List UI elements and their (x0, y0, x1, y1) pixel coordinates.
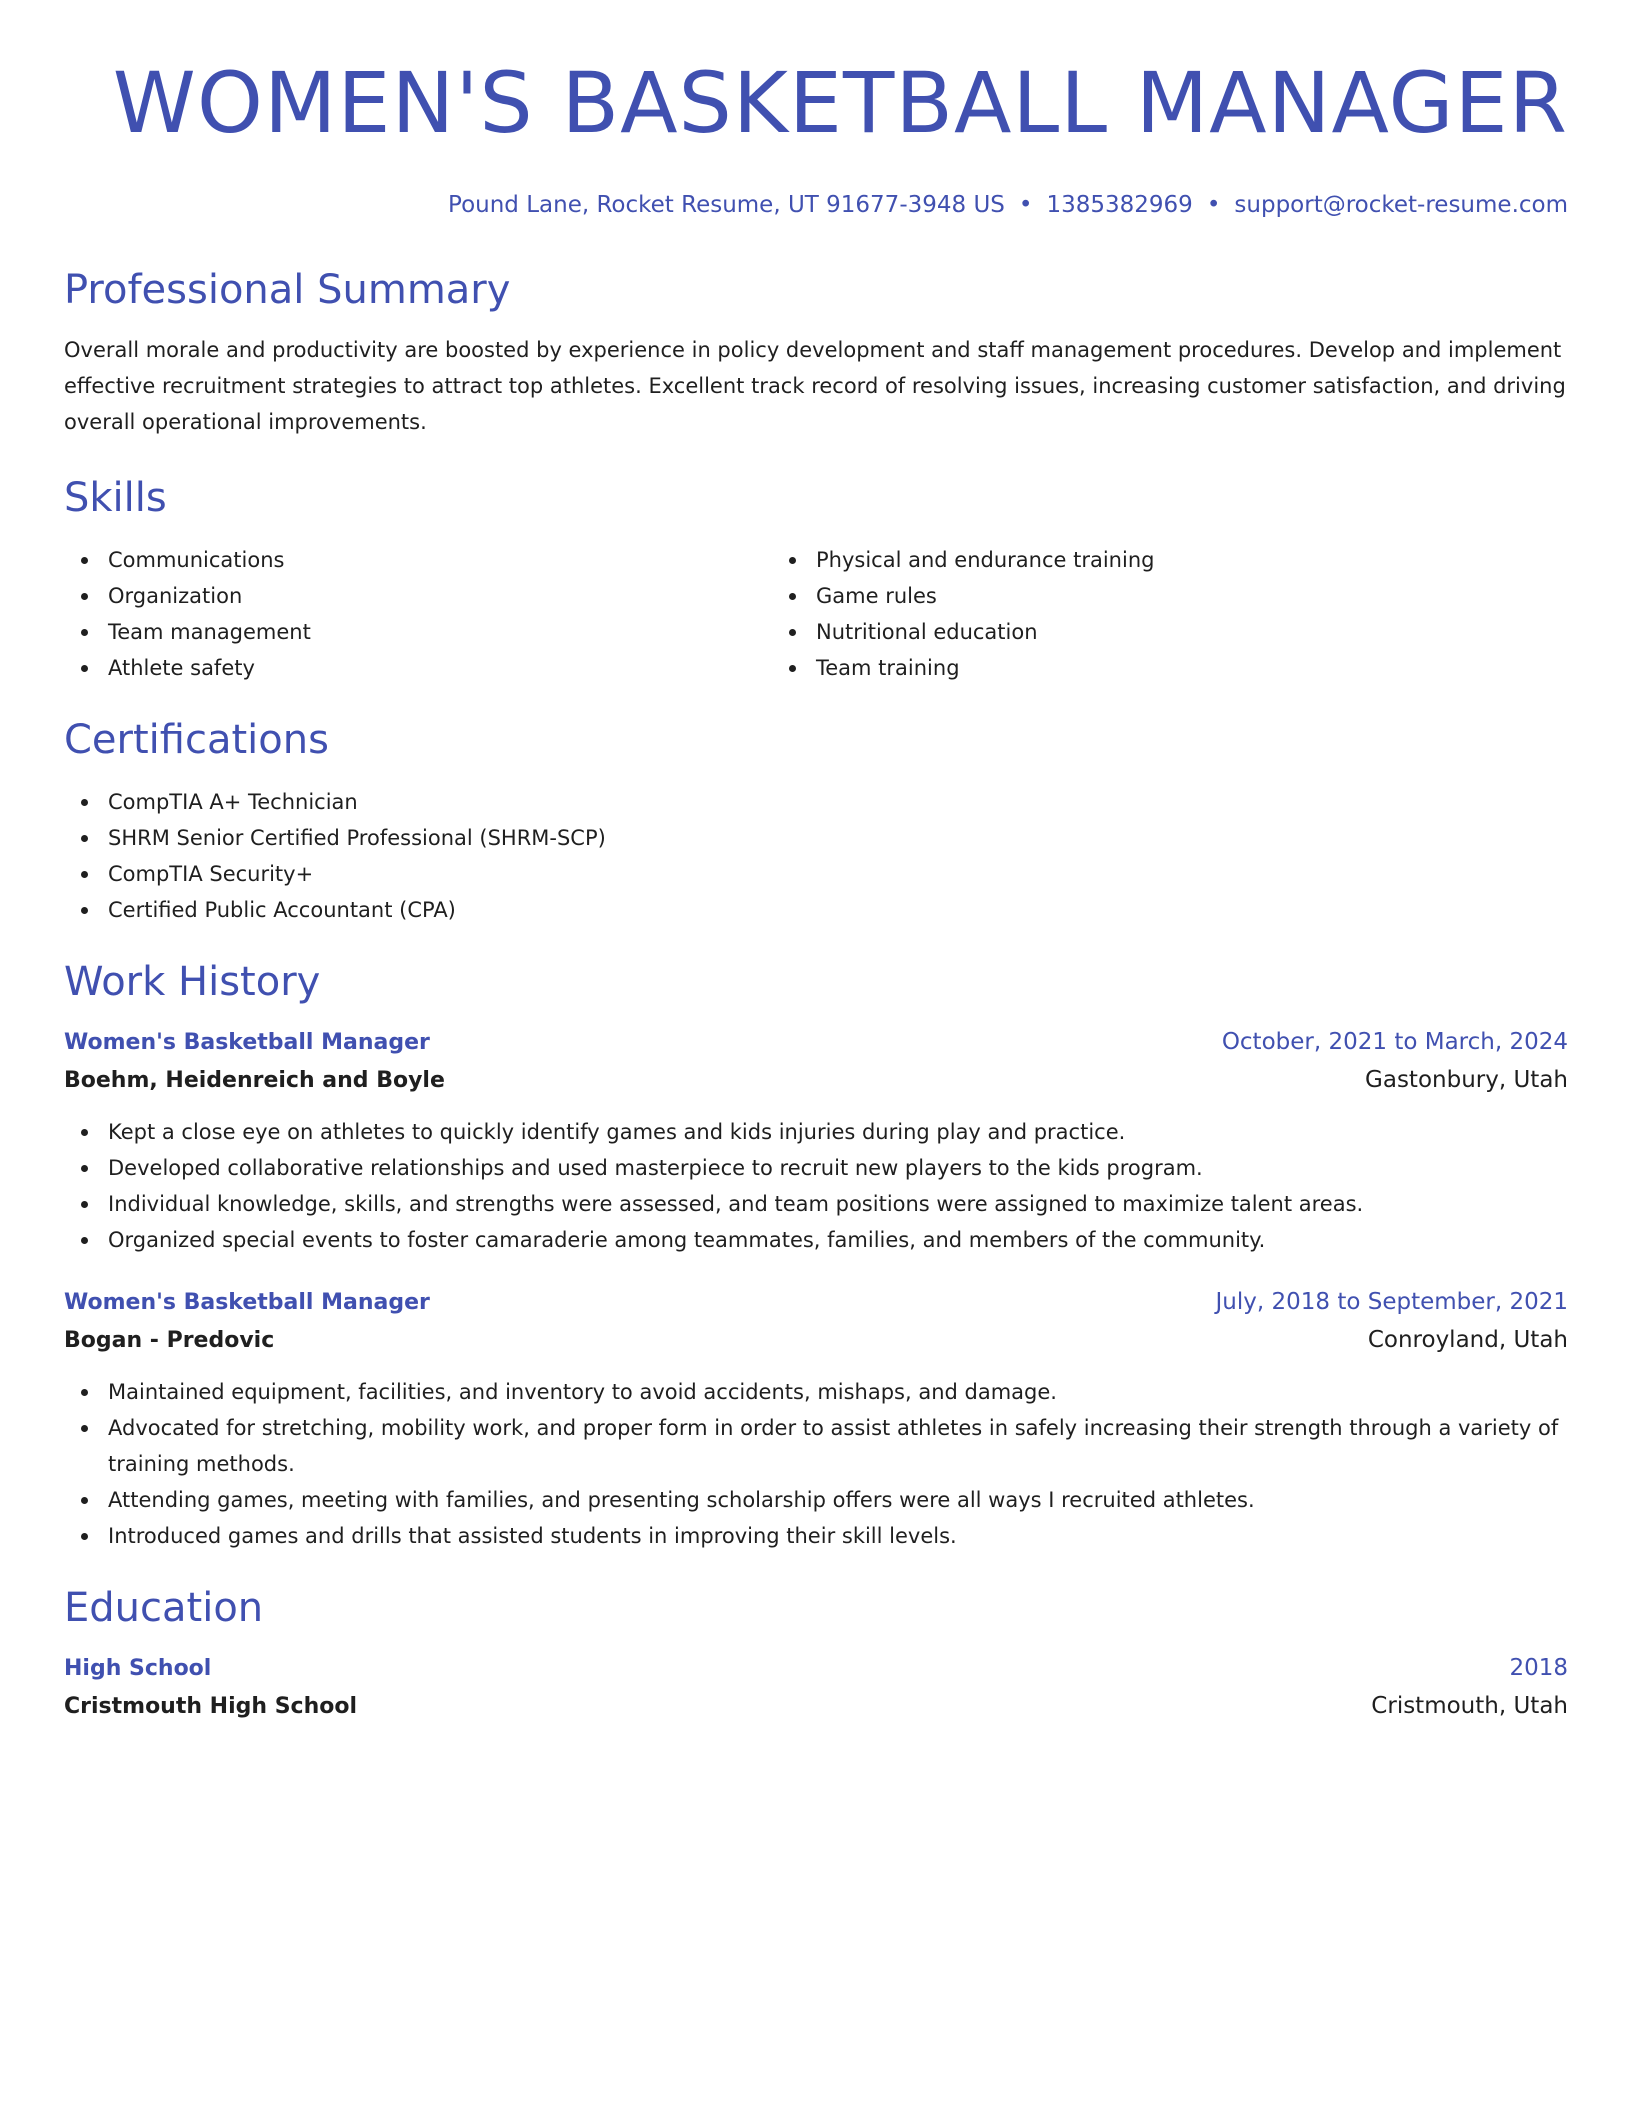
summary-section (64, 262, 1568, 440)
job-location: Gastonbury, Utah (1365, 1067, 1568, 1093)
contact-line (64, 190, 1568, 220)
job-location: Conroyland, Utah (1367, 1327, 1568, 1353)
certification-item: CompTIA Security+ (108, 856, 1568, 892)
certification-item: CompTIA A+ Technician (108, 784, 1568, 820)
job-header-row (64, 1284, 1568, 1321)
summary-text: Overall morale and productivity are boosted by experience in policy development and staff management procedures. Develop and implement effective recruitment strategies to attract top athletes. Excellent track record of resolving issues, increasing customer satisfaction, and driving overall operational improvements. (64, 338, 1566, 434)
job-duty: Introduced games and drills that assisted students in improving their skill levels. (108, 1518, 1568, 1554)
job-title: Women's Basketball Manager (64, 1030, 430, 1055)
section-title-work-history: Work History (64, 959, 321, 1005)
resume-header (64, 48, 1568, 220)
contact-separator: • (1018, 192, 1033, 218)
school-name: Cristmouth High School (64, 1694, 358, 1719)
skills-column-left (64, 542, 816, 686)
job-duty: Advocated for stretching, mobility work, and proper form in order to assist athletes in safely increasing their strength through a variety of training methods. (108, 1410, 1568, 1482)
job-title: Women's Basketball Manager (64, 1290, 430, 1315)
candidate-title: WOMEN'S BASKETBALL MANAGER (112, 54, 1568, 152)
job-duty: Developed collaborative relationships and used masterpiece to recruit new players to the kids program. (108, 1150, 1568, 1186)
certifications-list (64, 784, 1568, 928)
job-duty: Kept a close eye on athletes to quickly identify games and kids injuries during play and practice. (108, 1114, 1568, 1150)
school-location: Cristmouth, Utah (1371, 1693, 1568, 1719)
contact-phone[interactable]: 1385382969 (1046, 192, 1193, 218)
job-duties-list (64, 1114, 1568, 1258)
skill-item: Team management (108, 614, 816, 650)
education-entry (64, 1650, 1568, 1726)
job-entry (64, 1024, 1568, 1258)
job-duty: Individual knowledge, skills, and strengths were assessed, and team positions were assigned to maximize talent areas. (108, 1186, 1568, 1222)
section-title-skills: Skills (64, 475, 167, 521)
job-company-row (64, 1321, 1568, 1360)
work-history-section (64, 954, 1568, 1554)
education-header-row (64, 1650, 1568, 1687)
skill-item: Team training (816, 650, 1568, 686)
education-section (64, 1580, 1568, 1726)
skill-item: Game rules (816, 578, 1568, 614)
job-duty: Attending games, meeting with families, and presenting scholarship offers were all ways I recruited athletes. (108, 1482, 1568, 1518)
job-duty: Maintained equipment, facilities, and inventory to avoid accidents, mishaps, and damage. (108, 1374, 1568, 1410)
skills-grid (64, 542, 1568, 686)
skills-list-left (64, 542, 816, 686)
job-dates: July, 2018 to September, 2021 (1215, 1289, 1568, 1315)
section-title-certifications: Certifications (64, 717, 329, 763)
contact-email[interactable]: support@rocket-resume.com (1234, 192, 1568, 218)
job-company-row (64, 1061, 1568, 1100)
job-header-row (64, 1024, 1568, 1061)
skills-column-right (816, 542, 1568, 686)
skill-item: Organization (108, 578, 816, 614)
contact-address: Pound Lane, Rocket Resume, UT 91677-3948 US (448, 192, 1005, 218)
job-entry (64, 1284, 1568, 1554)
company-name: Boehm, Heidenreich and Boyle (64, 1068, 445, 1093)
education-school-row (64, 1687, 1568, 1726)
contact-separator: • (1206, 192, 1221, 218)
skills-list-right (816, 542, 1568, 686)
certifications-section (64, 712, 1568, 928)
section-title-summary: Professional Summary (64, 267, 511, 313)
job-duty: Organized special events to foster camaraderie among teammates, families, and members of the community. (108, 1222, 1568, 1258)
skill-item: Communications (108, 542, 816, 578)
graduation-year: 2018 (1509, 1655, 1568, 1681)
job-duties-list (64, 1374, 1568, 1554)
skill-item: Nutritional education (816, 614, 1568, 650)
degree-name: High School (64, 1656, 212, 1681)
certification-item: Certified Public Accountant (CPA) (108, 892, 1568, 928)
skill-item: Physical and endurance training (816, 542, 1568, 578)
skill-item: Athlete safety (108, 650, 816, 686)
certification-item: SHRM Senior Certified Professional (SHRM-SCP) (108, 820, 1568, 856)
job-dates: October, 2021 to March, 2024 (1221, 1029, 1568, 1055)
company-name: Bogan - Predovic (64, 1328, 275, 1353)
section-title-education: Education (64, 1585, 264, 1631)
skills-section (64, 470, 1568, 686)
